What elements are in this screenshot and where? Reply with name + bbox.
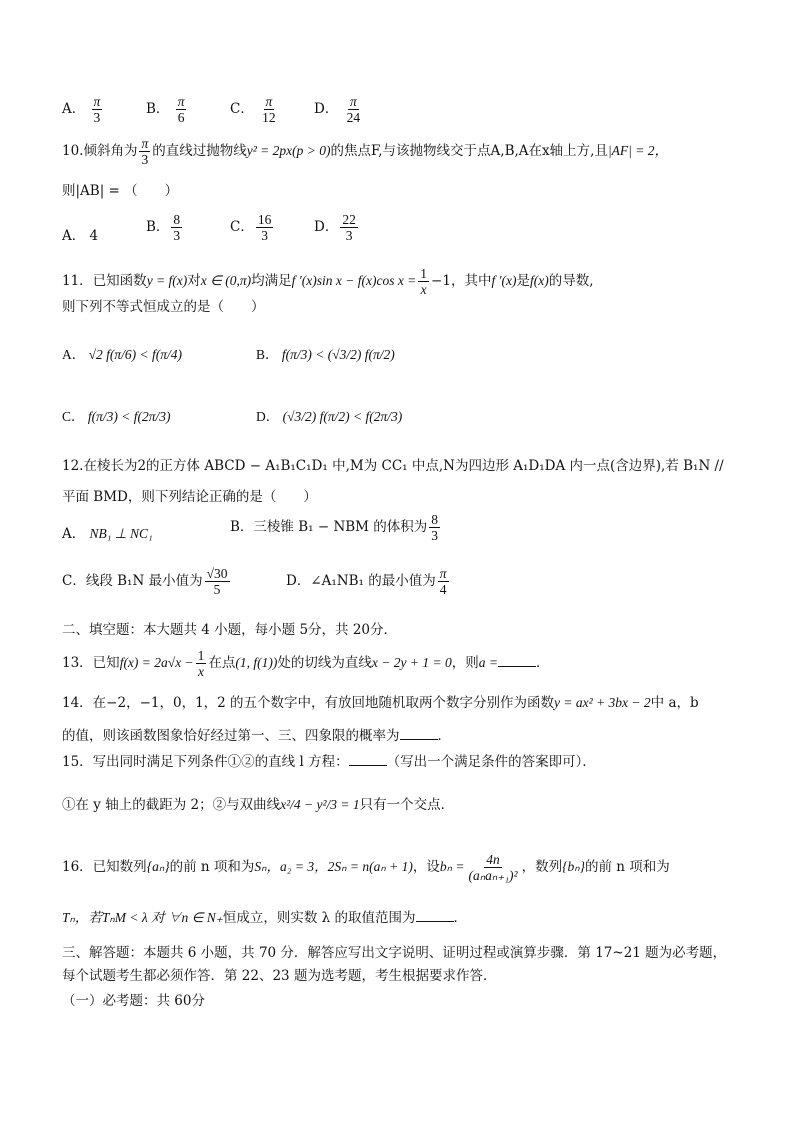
fraction: [438, 566, 449, 597]
q13-line: [62, 648, 549, 679]
answer-blank[interactable]: [416, 909, 454, 922]
fraction: [466, 852, 519, 883]
q12-option-d: [286, 566, 451, 597]
section3-subheading: （一）必考题：共 60分: [62, 993, 205, 1009]
denominator: 24: [346, 110, 361, 125]
q10-option-d: [314, 212, 360, 243]
q9-option-a: [62, 94, 104, 125]
math: x ∈ (0,π): [200, 273, 252, 288]
q16-line2: [62, 908, 467, 928]
q14-line1: [62, 693, 699, 713]
numerator: 8: [173, 212, 181, 227]
math: {aₙ}: [146, 859, 170, 874]
q11-option-d: [256, 405, 402, 425]
denominator: 3: [93, 110, 101, 125]
q12-option-a: [62, 522, 153, 542]
math: y = ax² + 3bx − 2: [554, 695, 651, 710]
q11-line2: 则下列不等式恒成立的是（ ）: [62, 299, 265, 315]
text: 在点: [208, 655, 236, 671]
option-label: C．: [230, 101, 254, 117]
text: 的前 n 项和为: [169, 859, 255, 875]
denominator: (aₙaₙ₊₁)²: [468, 868, 518, 883]
section3-line2: 每个试题考生都必须作答．第 22、23 题为选考题，考生根据要求作答．: [62, 968, 497, 984]
option-label: B．: [230, 519, 254, 535]
text: ，设: [412, 859, 440, 875]
text: 13．已知: [62, 655, 120, 671]
math: −1: [431, 273, 451, 289]
math: (1, f(1)): [235, 655, 278, 670]
text: 已知函数: [92, 273, 147, 289]
q11-line1: [62, 266, 594, 297]
q16-line1: [62, 852, 670, 883]
fraction: [205, 566, 230, 597]
denominator: 3: [345, 228, 353, 243]
option-expression: f(π/3) < (√3/2) f(π/2): [281, 347, 395, 362]
q15-line2: [62, 795, 454, 815]
denominator: 4: [439, 582, 447, 597]
text: 的前 n 项和为: [585, 859, 670, 875]
section2-heading: 二、填空题：本大题共 4 小题，每小题 5分，共 20分．: [62, 622, 398, 638]
text: 对: [187, 273, 201, 289]
option-text: ∠A₁NB₁ 的最小值为: [310, 573, 436, 589]
option-text: 三棱锥 B₁ − NBM 的体积为: [253, 519, 428, 535]
numerator: π: [93, 94, 101, 109]
numerator: 16: [257, 212, 272, 227]
math: ，a₂ = 3，2Sₙ = n(aₙ + 1): [266, 859, 413, 874]
q10-line1: [62, 136, 668, 167]
numerator: 1: [197, 648, 205, 663]
text: 中 a，b: [650, 695, 699, 711]
denominator: 3: [141, 152, 149, 167]
text: ，则: [451, 655, 479, 671]
q14-line2: [62, 726, 451, 746]
question-number: 11．: [62, 273, 93, 289]
text: 的值，则该函数图象恰好经过第一、三、四象限的概率为: [62, 728, 400, 744]
option-label: C．: [230, 219, 254, 235]
text: ．: [453, 910, 468, 926]
text: 只有一个交点．: [359, 797, 455, 813]
option-label: C．: [62, 409, 85, 424]
q9-option-c: [230, 94, 280, 125]
text: 均满足: [251, 273, 292, 289]
fraction: [429, 512, 440, 543]
numerator: 8: [431, 512, 439, 527]
math: TₙM < λ 对 ∀n ∈ N₊: [101, 910, 223, 925]
fraction: [345, 94, 363, 125]
text: 是: [516, 273, 531, 289]
q10-option-a: [62, 224, 98, 244]
denominator: 5: [213, 582, 221, 597]
numerator: 1: [420, 266, 428, 281]
numerator: π: [177, 94, 185, 109]
fraction: [256, 212, 274, 243]
q11-option-b: [256, 343, 395, 363]
math: f ′(x)sin x − f(x)cos x =: [291, 273, 417, 288]
math: x²/4 − y²/3 = 1: [280, 797, 360, 812]
text: ①在 y 轴上的截距为 2；②与双曲线: [62, 797, 281, 813]
q10-option-b: [146, 212, 184, 243]
numerator: 22: [342, 212, 356, 227]
q12-line2: 平面 BMD，则下列结论正确的是（ ）: [62, 489, 317, 505]
answer-blank[interactable]: [498, 654, 536, 667]
option-expression: f(π/3) < f(2π/3): [87, 409, 171, 424]
denominator: 12: [262, 110, 276, 125]
option-expression: √2 f(π/6) < f(π/4): [88, 347, 183, 362]
fraction: [176, 94, 187, 125]
text: 16．已知数列: [62, 859, 147, 875]
math: y² = 2px(p > 0): [246, 143, 331, 158]
numerator: √30: [206, 566, 228, 581]
text: （写出一个满足条件的答案即可）．: [386, 754, 596, 770]
math: f(x): [530, 273, 549, 288]
option-label: D．: [286, 573, 311, 589]
numerator: π: [349, 94, 357, 109]
q9-option-d: [314, 94, 364, 125]
math: {bₙ}: [562, 859, 586, 874]
denominator: x: [420, 282, 427, 297]
fraction: [340, 212, 358, 243]
fraction: [92, 94, 103, 125]
denominator: 6: [177, 110, 185, 125]
numerator: 4n: [486, 852, 500, 867]
math: Sₙ: [254, 859, 267, 874]
math: a =: [478, 655, 498, 670]
numerator: π: [439, 566, 447, 581]
option-label: D．: [314, 101, 339, 117]
math: Tₙ，若: [62, 910, 102, 925]
fraction: [171, 212, 182, 243]
option-text: NB₁ ⊥ NC₁: [89, 526, 153, 541]
q12-option-b: [230, 512, 442, 543]
text: 15．写出同时满足下列条件①②的直线 l 方程：: [62, 754, 349, 770]
q11-option-a: [62, 343, 182, 363]
math: y = f(x): [146, 273, 188, 288]
math: x − 2y + 1 = 0: [371, 655, 452, 670]
denominator: x: [198, 664, 205, 679]
text: 的焦点F,与该抛物线交于点A,B,A在x轴上方,且: [330, 143, 608, 159]
math: |AF| = 2，: [607, 143, 668, 158]
q10-line2: 则|AB| = （ ）: [62, 183, 179, 199]
option-label: D．: [256, 409, 280, 424]
math: bₙ =: [439, 859, 465, 874]
option-label: B．: [256, 347, 279, 362]
text: 恒成立，则实数 λ 的取值范围为: [222, 910, 416, 926]
text: 倾斜角为: [83, 143, 138, 159]
answer-blank[interactable]: [400, 727, 438, 740]
section3-line1: 三、解答题：本题共 6 小题，共 70 分．解答应写出文字说明、证明过程或演算步骤．第 17~21 题为必考题，: [62, 945, 727, 961]
fraction: [418, 266, 429, 297]
option-text: 线段 B₁N 最小值为: [85, 573, 203, 589]
option-label: D．: [314, 219, 339, 235]
denominator: 3: [173, 228, 181, 243]
option-label: B．: [146, 219, 170, 235]
option-label: B．: [146, 101, 170, 117]
fraction: [139, 136, 150, 167]
q11-option-c: [62, 405, 171, 425]
text: 14．在−2，−1，0，1，2 的五个数字中，有放回地随机取两个数字分别作为函数: [62, 695, 555, 711]
q12-option-c: [62, 566, 232, 597]
text: 的导数,: [548, 273, 594, 289]
q12-line1: 12.在棱长为2的正方体 ABCD − A₁B₁C₁D₁ 中,M为 CC₁ 中点,N为四边形 A₁D₁DA 内一点(含边界),若 B₁N //: [62, 458, 724, 474]
q9-option-b: [146, 94, 188, 125]
fraction: [196, 648, 207, 679]
answer-blank[interactable]: [349, 753, 387, 766]
text: ，数列: [521, 859, 563, 875]
q15-line1: [62, 752, 596, 772]
numerator: π: [265, 94, 273, 109]
q10-option-c: [230, 212, 275, 243]
question-number: 10.: [62, 143, 84, 159]
math: f(x) = 2a√x −: [119, 655, 194, 670]
option-label: A．: [62, 347, 86, 362]
option-label: C．: [62, 573, 86, 589]
numerator: π: [141, 136, 149, 151]
option-label: A．: [62, 526, 86, 542]
math: f ′(x): [491, 273, 517, 288]
denominator: 3: [431, 528, 439, 543]
option-label: A．: [62, 101, 86, 117]
denominator: 3: [261, 228, 268, 243]
text: ．: [535, 655, 550, 671]
text: ．: [437, 728, 451, 744]
fraction: [260, 94, 278, 125]
option-label: A．: [62, 228, 86, 244]
text: ，其中: [450, 273, 492, 289]
option-expression: (√3/2) f(π/2) < f(2π/3): [282, 409, 403, 424]
text: 的直线过抛物线: [152, 143, 247, 159]
option-value: 4: [89, 228, 99, 244]
text: 处的切线为直线: [277, 655, 372, 671]
